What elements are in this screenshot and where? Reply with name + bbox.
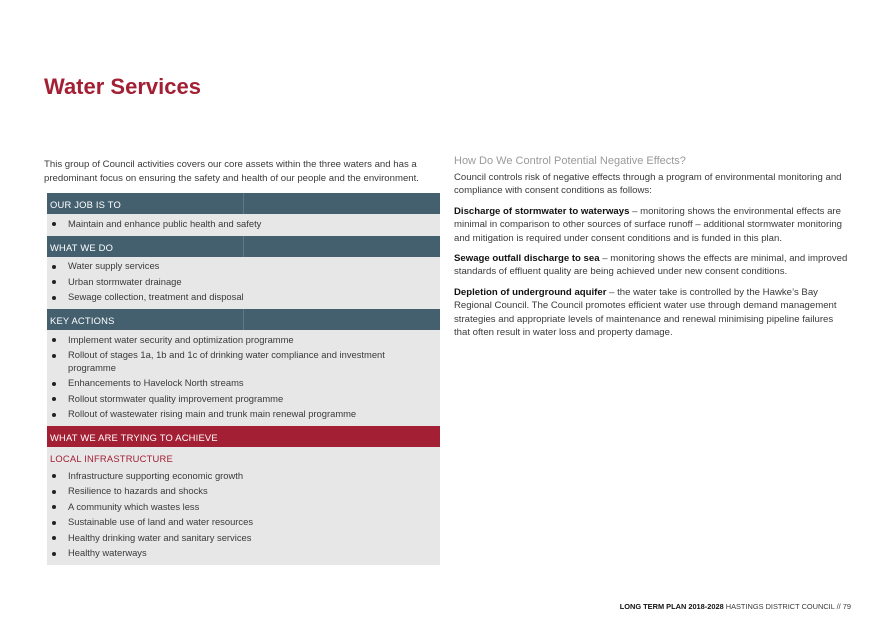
effect-text: – the water take is controlled by the Hawke’s Bay Regional Council. The Council promotes efficient water use through demand management strategies and appropriate levels of maintenance and renewal minimising pipeline failures that often result in water loss and property damage. <box>454 286 837 339</box>
list-item: Sustainable use of land and water resources <box>47 515 440 531</box>
key-actions-list <box>47 330 440 426</box>
list-item: Urban stormwater drainage <box>47 274 440 290</box>
list-item: Rollout of stages 1a, 1b and 1c of drinking water compliance and investment programme <box>47 348 440 376</box>
effect-text: – monitoring shows the environmental effects are minimal in comparison to other sources of surface runoff – additional stormwater monitoring and mitigation is required under consent conditions and is funded in this plan. <box>454 205 843 244</box>
list-item: A community which wastes less <box>47 499 440 515</box>
effect-item-sewage <box>454 252 849 279</box>
section-heading-what-we-do: WHAT WE DO <box>47 236 440 257</box>
list-item: Rollout of wastewater rising main and trunk main renewal programme <box>47 407 440 423</box>
intro-paragraph: This group of Council activities covers our core assets within the three waters and has a predominant focus on ensuring the safety and health of our people and the environment. <box>44 159 419 184</box>
section-heading-key-actions: KEY ACTIONS <box>47 309 440 330</box>
list-item: Water supply services <box>47 259 440 275</box>
section-heading-achieve: WHAT WE ARE TRYING TO ACHIEVE <box>47 426 440 447</box>
list-item: Resilience to hazards and shocks <box>47 484 440 500</box>
list-item: Maintain and enhance public health and safety <box>47 216 440 232</box>
effect-term: Sewage outfall discharge to sea <box>454 253 600 265</box>
what-we-do-list <box>47 257 440 310</box>
effect-item-aquifer <box>454 286 849 340</box>
achieve-list <box>47 466 440 565</box>
list-item: Enhancements to Havelock North streams <box>47 376 440 392</box>
list-item: Healthy drinking water and sanitary services <box>47 530 440 546</box>
our-job-list <box>47 214 440 236</box>
footer-plan: LONG TERM PLAN 2018-2028 <box>619 602 724 611</box>
list-item: Healthy waterways <box>47 546 440 562</box>
effects-heading: How Do We Control Potential Negative Effects? <box>454 155 686 167</box>
section-heading-our-job: OUR JOB IS TO <box>47 193 440 214</box>
list-item: Rollout stormwater quality improvement programme <box>47 391 440 407</box>
footer-council-page: HASTINGS DISTRICT COUNCIL // 79 <box>723 602 851 611</box>
effect-term: Depletion of underground aquifer <box>454 286 607 298</box>
effects-intro: Council controls risk of negative effects through a program of environmental monitoring and compliance with consent conditions as follows: <box>454 172 842 197</box>
list-item: Sewage collection, treatment and disposal <box>47 290 440 306</box>
page-title: Water Services <box>44 74 201 99</box>
effect-text: – monitoring shows the effects are minimal, and improved standards of effluent quality are being achieved under new consent conditions. <box>454 253 848 278</box>
page-footer <box>620 602 851 611</box>
effect-term: Discharge of stormwater to waterways <box>454 205 630 217</box>
effects-column <box>454 155 849 346</box>
list-item: Implement water security and optimization programme <box>47 332 440 348</box>
subheading-local-infrastructure: LOCAL INFRASTRUCTURE <box>50 453 173 464</box>
effect-item-stormwater <box>454 205 849 245</box>
list-item: Infrastructure supporting economic growth <box>47 468 440 484</box>
summary-table <box>47 193 440 565</box>
